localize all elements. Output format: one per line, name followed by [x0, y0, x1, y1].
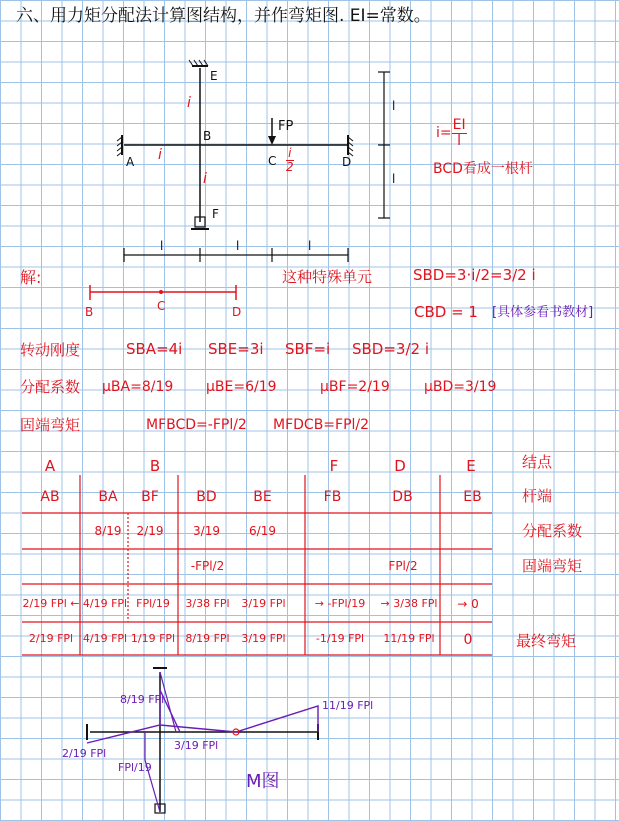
table-df-ba: 8/19 [94, 524, 122, 538]
dim-right-top: l [392, 99, 396, 113]
table-final-ab: 2/19 FPl [28, 632, 74, 645]
table-node-a: A [44, 457, 56, 475]
load-label: FP [278, 119, 294, 134]
distribution-factor-label: 分配系数 [20, 378, 81, 396]
table-end-eb: EB [463, 489, 482, 505]
member-stiffness-left: i [158, 147, 162, 163]
row-label-df: 分配系数 [522, 522, 583, 540]
node-label-e: E [210, 69, 218, 83]
table-end-bf: BF [141, 489, 159, 505]
row-label-node: 结点 [522, 453, 553, 471]
m-diagram-label: M图 [246, 771, 280, 792]
beam-label-d: D [232, 305, 242, 319]
m-annot-bd: 8/19 FPl [120, 693, 165, 706]
table-final-ba: 4/19 FPl [82, 632, 128, 645]
table-node-d: D [394, 457, 406, 475]
page-title: 六、用力矩分配法计算图结构，并作弯矩图. EI=常数。 [16, 6, 431, 26]
row-label-final: 最终弯矩 [516, 632, 577, 650]
fem-dcb: MFDCB=FPl/2 [273, 417, 370, 433]
table-end-fb: FB [323, 489, 342, 505]
fixed-end-moment-label: 固端弯矩 [20, 416, 81, 434]
table-final-db: 11/19 FPl [383, 632, 435, 645]
m-annot-db: 11/19 FPl [322, 699, 374, 712]
table-dist-bf: FPl/19 [136, 597, 170, 610]
node-label-f: F [212, 207, 219, 221]
table-dist-db: → 3/38 FPl [380, 597, 438, 610]
see-textbook-note: [具体参看书教材] [492, 305, 594, 320]
mu-bf: μBF=2/19 [320, 379, 390, 395]
stiffness-bf: SBF=i [285, 340, 331, 358]
table-dist-fb: → -FPl/19 [314, 597, 366, 610]
table-final-bd: 8/19 FPl [185, 632, 230, 645]
table-node-f: F [329, 457, 339, 475]
dim-bottom-2: l [236, 239, 240, 253]
table-df-bd: 3/19 [193, 524, 220, 538]
table-dist-bd: 3/38 FPl [185, 597, 230, 610]
row-label-member: 杆端 [522, 487, 553, 505]
m-annot-ab: 2/19 FPl [62, 747, 107, 760]
dim-bottom-1: l [160, 239, 164, 253]
node-label-d: D [342, 155, 352, 169]
node-label-a: A [126, 155, 135, 169]
dim-right-bottom: l [392, 172, 396, 186]
table-node-b: B [149, 457, 161, 475]
table-dist-ab: 2/19 FPl ← [22, 597, 80, 610]
table-dist-ba: 4/19 FPl [82, 597, 128, 610]
table-node-e: E [466, 457, 476, 475]
bcd-note: BCD看成一根杆 [433, 161, 533, 177]
node-label-c: C [268, 154, 277, 168]
dim-bottom-3: l [308, 239, 312, 253]
m-annot-be: 3/19 FPl [174, 739, 219, 752]
table-fem-bd: -FPl/2 [190, 559, 225, 573]
table-dist-be: 3/19 FPl [241, 597, 286, 610]
table-end-ba: BA [98, 489, 118, 505]
stiffness-ba: SBA=4i [126, 340, 183, 358]
table-end-be: BE [253, 489, 272, 505]
beam-label-b: B [85, 305, 94, 319]
stiffness-be: SBE=3i [208, 340, 264, 358]
table-end-bd: BD [196, 489, 217, 505]
solution-label: 解: [20, 268, 42, 287]
table-final-fb: -1/19 FPl [315, 632, 365, 645]
table-end-db: DB [392, 489, 413, 505]
table-end-ab: AB [40, 489, 60, 505]
table-fem-db: FPl/2 [388, 559, 418, 573]
m-annot-bf: FPl/19 [118, 761, 152, 774]
row-label-fem: 固端弯矩 [522, 557, 583, 575]
mu-bd: μBD=3/19 [424, 379, 497, 395]
node-label-b: B [203, 129, 212, 143]
table-final-eb: 0 [463, 632, 473, 648]
table-dist-eb: → 0 [457, 597, 479, 611]
beam-label-c: C [157, 299, 166, 313]
table-final-bf: 1/19 FPl [130, 632, 176, 645]
table-df-bf: 2/19 [136, 524, 164, 538]
fem-bcd: MFBCD=-FPl/2 [146, 417, 247, 433]
mu-be: μBE=6/19 [206, 379, 277, 395]
rotational-stiffness-label: 转动刚度 [20, 341, 81, 359]
stiffness-bd: SBD=3/2 i [352, 340, 430, 358]
member-stiffness-top: i [187, 95, 191, 111]
sbd-formula: SBD=3·i/2=3/2 i [413, 266, 536, 284]
stiffness-definition: i= $\frac{EI}{l}$ [436, 117, 466, 149]
cbd-value: CBD = 1 [414, 303, 478, 321]
table-final-be: 3/19 FPl [241, 632, 286, 645]
table-df-be: 6/19 [249, 524, 276, 538]
special-unit-note: 这种特殊单元 [282, 268, 373, 286]
mu-ba: μBA=8/19 [102, 379, 174, 395]
member-stiffness-bottom: i [203, 171, 207, 187]
member-stiffness-cd: $\frac{i}{2}$ [286, 146, 294, 174]
